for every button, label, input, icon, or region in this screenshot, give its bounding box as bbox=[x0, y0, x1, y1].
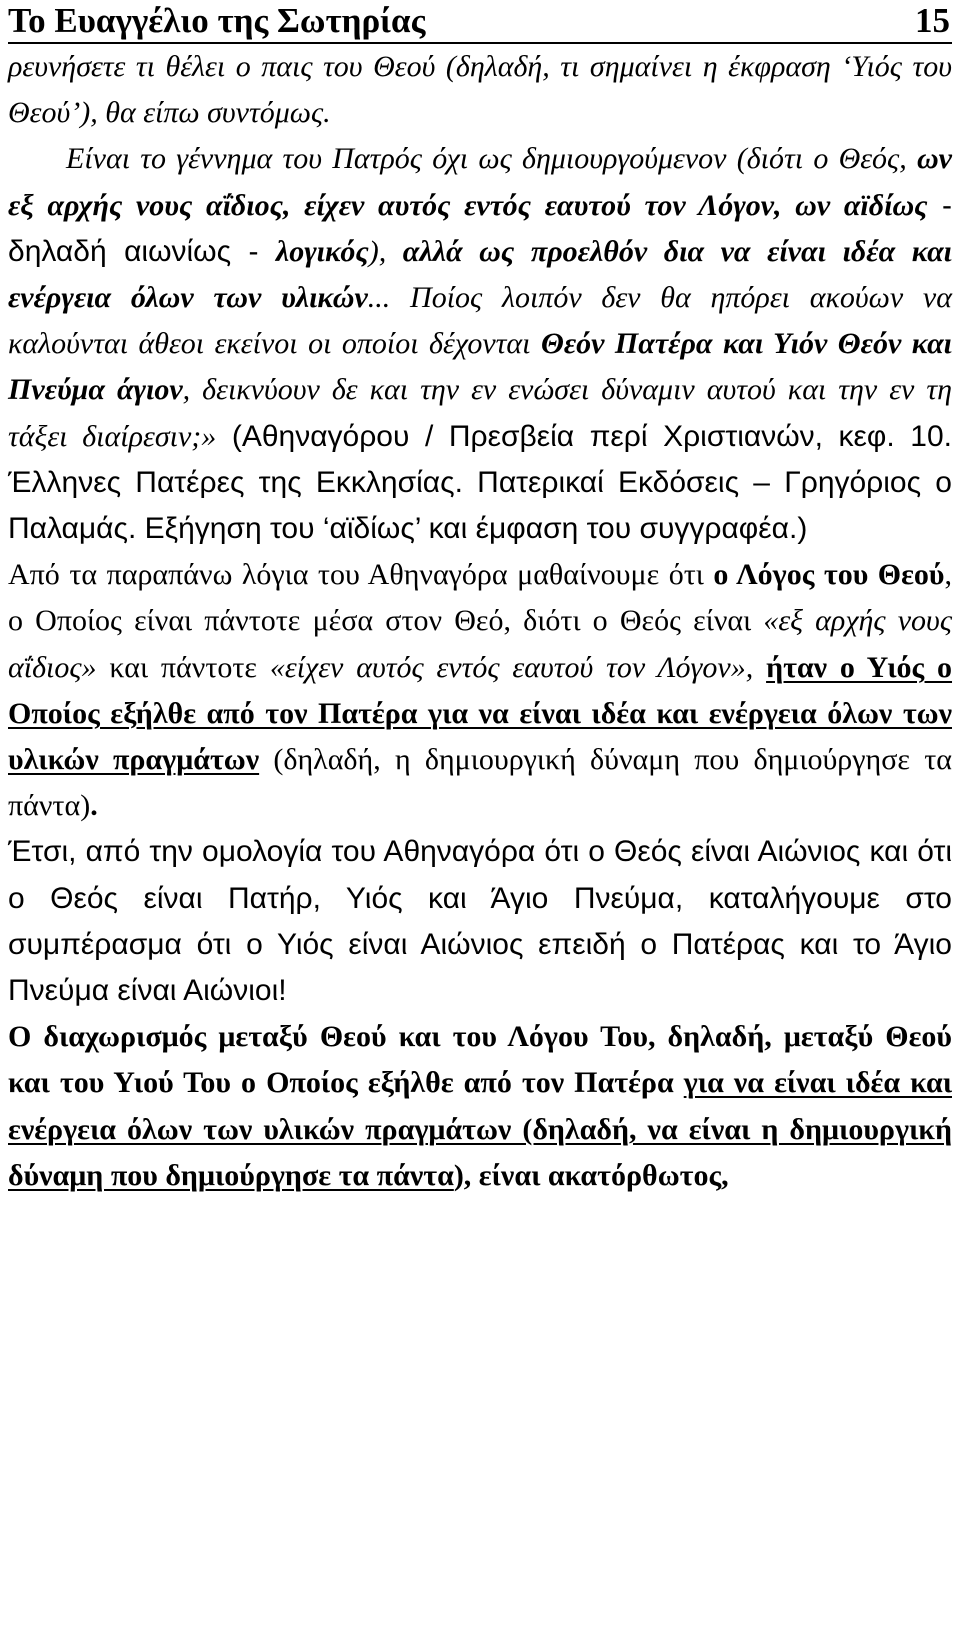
page-number: 15 bbox=[915, 1, 950, 40]
running-header bbox=[8, 0, 952, 44]
quote-text: ... Ποίος λοιπόν δεν θα ηπόρει ακούων να καλούνται άθεοι εκείνοι οι οποίοι δέχονται bbox=[8, 281, 952, 361]
body-text: και πάντοτε bbox=[96, 650, 270, 684]
body-text: , ο Οποίος είναι πάντοτε μέσα στον Θεό, διότι ο Θεός είναι bbox=[8, 558, 952, 638]
body-bold: ο Λόγος του Θεού bbox=[713, 558, 945, 592]
paragraph-separation bbox=[8, 1014, 952, 1199]
quote-emphasis: αλλά ως προελθόν δια να είναι ιδέα και ενέργεια όλων των υλικών bbox=[8, 234, 953, 315]
body-bold: ), είναι ακατόρθωτος, bbox=[453, 1158, 729, 1192]
quote-text: ρευνήσετε τι θέλει ο παις του Θεού (δηλαδή, τι σημαίνει η έκφραση ‘Υιός του Θεού’), θα είπω συντόμως. bbox=[8, 50, 952, 130]
body-text: (δηλαδή, η δημιουργική δύναμη που δημιούργησε τα πάντα) bbox=[8, 743, 952, 823]
body-text bbox=[753, 651, 766, 684]
body-bold: . bbox=[90, 789, 98, 823]
quote-emphasis: λογικός bbox=[275, 234, 369, 268]
paragraph-athenagoras bbox=[8, 552, 952, 829]
quote-text: , δεικνύουν δε και την εν ενώσει δύναμιν αυτού και την εν τη τάξει διαίρεσιν;» bbox=[8, 373, 952, 453]
body-italic: «είχεν αυτός εντός εαυτού τον Λόγον», bbox=[269, 650, 754, 684]
quote-emphasis: Θεόν Πατέρα και Υιόν Θεόν και Πνεύμα άγιον bbox=[8, 327, 952, 407]
quote-paragraph bbox=[8, 44, 952, 136]
header-title: Το Ευαγγέλιο της Σωτηρίας bbox=[8, 1, 426, 40]
quote-emphasis: ων εξ αρχής νους αΐδιος, είχεν αυτός εντός εαυτού τον Λόγον, ων αϊδίως bbox=[8, 142, 952, 222]
body-bold-underline: για να είναι ιδέα και ενέργεια όλων των υλικών πραγμάτων (δηλαδή, να είναι η δημιουργική δύναμη που δημιούργησε τα πάντα bbox=[8, 1066, 952, 1192]
body-bold-underline: ήταν ο Υιός ο Οποίος εξήλθε από τον Πατέρα για να είναι ιδέα και ενέργεια όλων των υλικών πραγμάτων bbox=[8, 650, 953, 777]
quote-citation: (Αθηναγόρου / Πρεσβεία περί Χριστιανών, κεφ. 10. Έλληνες Πατέρες της Εκκλησίας. Πατερικαί Εκδόσεις – Γρηγόριος ο Παλαμάς. Εξήγηση του ‘αϊδίως’ και έμφαση του συγγραφέα.) bbox=[8, 419, 952, 546]
quote-text: Είναι το γέννημα του Πατρός όχι ως δημιουργούμενον (διότι ο Θεός, bbox=[66, 142, 917, 176]
body-text: Έτσι, από την ομολογία του Αθηναγόρα ότι ο Θεός είναι Αιώνιος και ότι ο Θεός είναι Πατήρ, Υιός και Άγιο Πνεύμα, καταλήγουμε στο συμπέρασμα ότι ο Υιός είναι Αιώνιος επειδή ο Πατέρας και το Άγιο Πνεύμα είναι Αιώνιοι! bbox=[8, 835, 952, 1008]
quote-gloss: - δηλαδή αιωνίως - bbox=[8, 188, 952, 268]
body-text: Από τα παραπάνω λόγια του Αθηναγόρα μαθαίνουμε ότι bbox=[8, 558, 714, 592]
body-bold: Ο διαχωρισμός μεταξύ Θεού και του Λόγου Του, δηλαδή, μεταξύ Θεού και του Υιού Του ο Οποίος εξήλθε από τον Πατέρα bbox=[8, 1020, 952, 1100]
body-italic: «εξ αρχής νους αΐδιος» bbox=[8, 604, 952, 684]
quote-continuation bbox=[8, 136, 952, 552]
paragraph-conclusion bbox=[8, 829, 952, 1014]
quote-text: ), bbox=[368, 234, 403, 268]
